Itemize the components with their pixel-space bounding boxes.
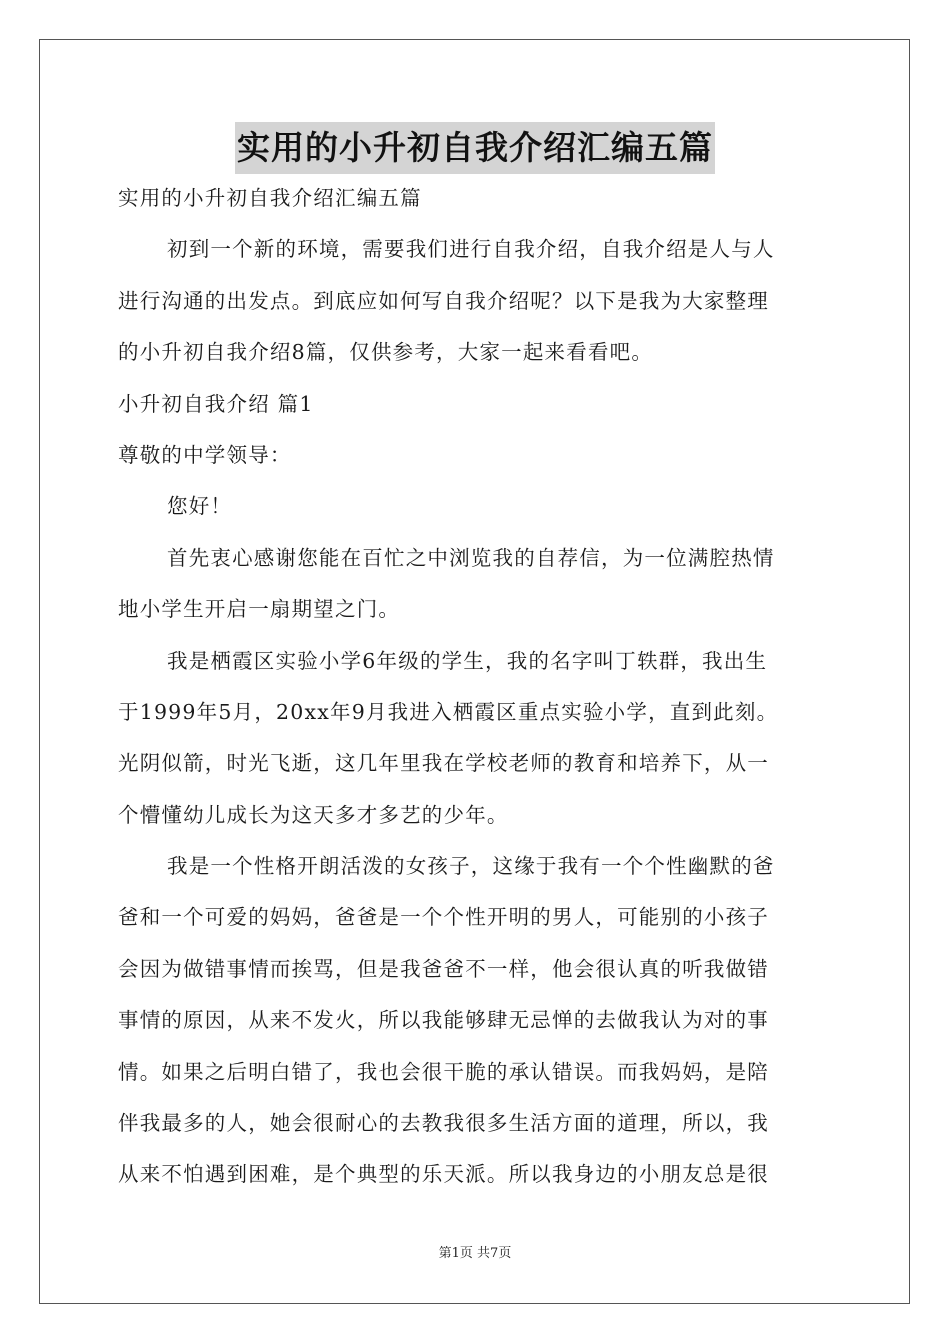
text-line: 个懵懂幼儿成长为这天多才多艺的少年。 (118, 802, 509, 827)
text-line: 情。如果之后明白错了，我也会很干脆的承认错误。而我妈妈，是陪 (118, 1059, 769, 1084)
text-line: 您好！ (167, 494, 233, 519)
document-title: 实用的小升初自我介绍汇编五篇 (235, 122, 715, 174)
text-line: 地小学生开启一扇期望之门。 (118, 597, 401, 622)
text-line: 尊敬的中学领导： (118, 442, 292, 467)
text-line: 我是一个性格开朗活泼的女孩子，这缘于我有一个个性幽默的爸 (167, 854, 775, 879)
text-line: 进行沟通的出发点。到底应如何写自我介绍呢？以下是我为大家整理 (118, 288, 769, 313)
text-line: 小升初自我介绍 篇1 (118, 391, 314, 416)
text-line: 我是栖霞区实验小学6年级的学生，我的名字叫丁轶群，我出生 (167, 648, 768, 673)
text-line: 于1999年5月，20xx年9月我进入栖霞区重点实验小学，直到此刻。 (118, 699, 779, 724)
document-body (118, 173, 844, 1201)
text-line: 从来不怕遇到困难，是个典型的乐天派。所以我身边的小朋友总是很 (118, 1162, 769, 1187)
text-line: 爸和一个可爱的妈妈，爸爸是一个个性开明的男人，可能别的小孩子 (118, 905, 769, 930)
text-line: 会因为做错事情而挨骂，但是我爸爸不一样，他会很认真的听我做错 (118, 956, 769, 981)
title-container (0, 122, 950, 174)
page-footer: 第1页 共7页 (438, 1246, 512, 1261)
text-line: 初到一个新的环境，需要我们进行自我介绍，自我介绍是人与人 (167, 237, 775, 262)
text-line: 事情的原因，从来不发火，所以我能够肆无忌惮的去做我认为对的事 (118, 1008, 769, 1033)
text-line: 实用的小升初自我介绍汇编五篇 (118, 186, 422, 210)
text-line: 的小升初自我介绍8篇，仅供参考，大家一起来看看吧。 (118, 340, 654, 365)
text-line: 光阴似箭，时光飞逝，这几年里我在学校老师的教育和培养下，从一 (118, 751, 769, 776)
text-line: 首先衷心感谢您能在百忙之中浏览我的自荐信，为一位满腔热情 (167, 545, 775, 570)
text-line: 伴我最多的人，她会很耐心的去教我很多生活方面的道理，所以，我 (118, 1111, 769, 1136)
